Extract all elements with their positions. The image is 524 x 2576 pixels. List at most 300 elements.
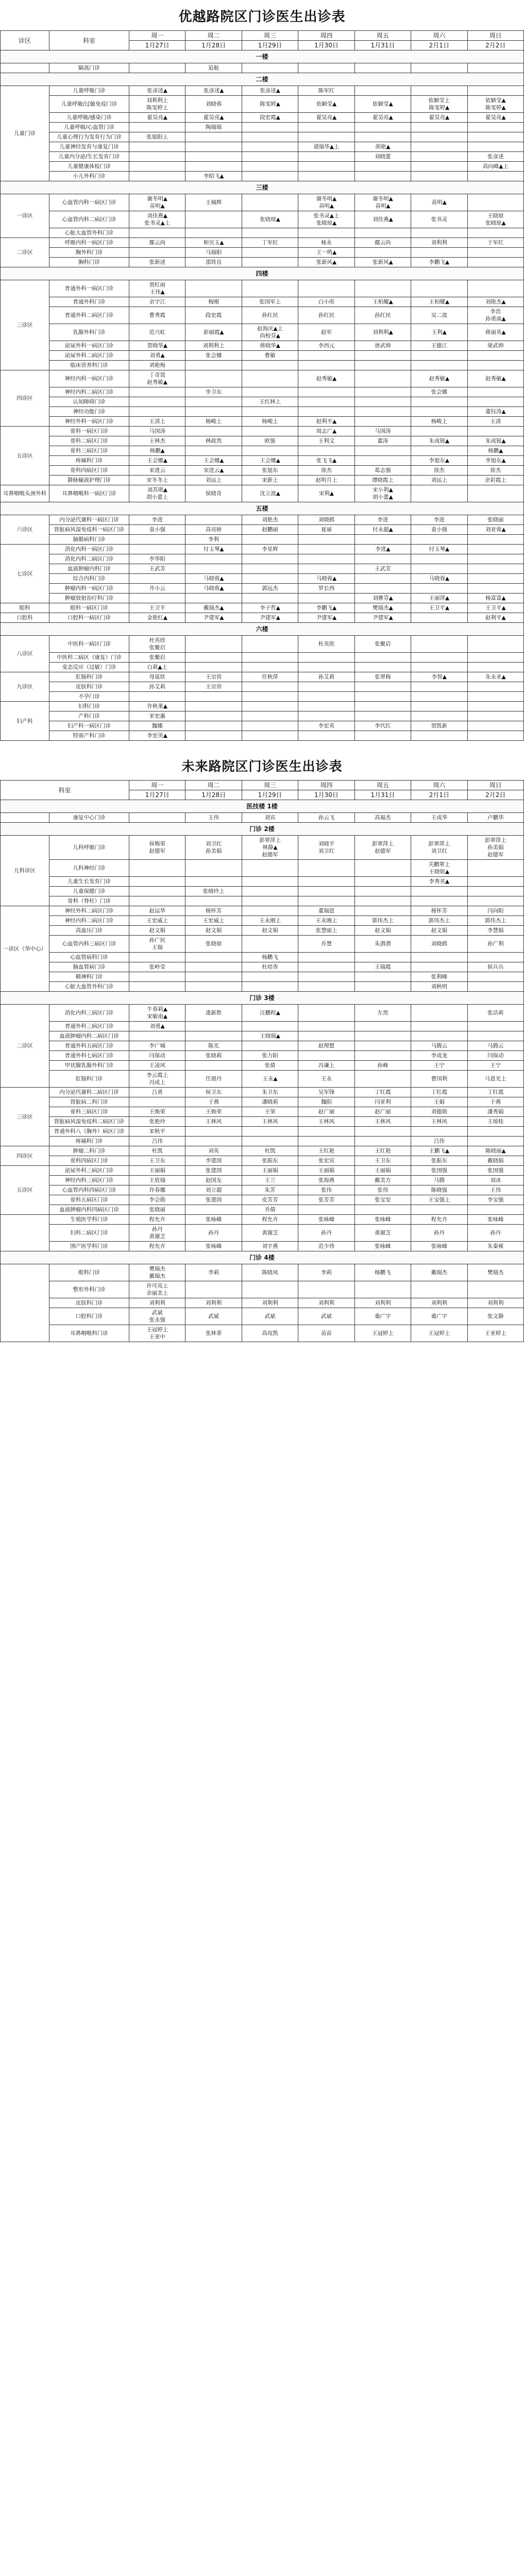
floor-row (1, 267, 524, 280)
doctor-cell (242, 906, 298, 916)
doctor-cell: 王宏威上 (129, 916, 185, 926)
clinic-name: 儿童内分泌/生长发育门诊 (49, 152, 129, 162)
doctor-cell (298, 663, 354, 672)
doctor-cell (298, 387, 354, 397)
doctor-cell: 张国强 (467, 1166, 523, 1176)
doctor-cell: 翟昊亮▲ (467, 113, 523, 123)
doctor-name: 王瑞 (151, 944, 163, 951)
doctor-name: 赵德军 (262, 852, 278, 858)
doctor-cell (242, 132, 298, 142)
doctor-name: 刘利利上 (146, 97, 168, 104)
doctor-cell: 程允卉 (411, 1215, 467, 1225)
clinic-name: 骨科四病区门诊 (49, 466, 129, 476)
doctor-cell (242, 1041, 298, 1051)
doctor-cell (129, 211, 185, 228)
doctor-cell: 董涛 (354, 436, 411, 446)
doctor-cell: 程允卉 (242, 1215, 298, 1225)
doctor-cell (298, 132, 354, 142)
doctor-cell: 刘德勋 (411, 1107, 467, 1117)
doctor-cell: 王焕荣 (129, 1107, 185, 1117)
doctor-cell (411, 172, 467, 181)
doctor-cell: 马国涛 (129, 427, 185, 436)
table-row (1, 162, 524, 172)
doctor-cell (354, 417, 411, 427)
doctor-cell: 朱成锐▲ (467, 436, 523, 446)
clinic-name: 心脏大血管外科门诊 (49, 982, 129, 992)
doctor-cell: 王林杰 (129, 436, 185, 446)
table-row (1, 535, 524, 545)
doctor-cell: 刘立超 (185, 1185, 242, 1195)
doctor-cell: 张力阳 (242, 1051, 298, 1061)
doctor-cell (354, 172, 411, 181)
doctor-cell: 尹建军▲ (185, 613, 242, 623)
doctor-cell: 唐武帅 (354, 341, 411, 351)
area-cell: 四诊区 (1, 1146, 49, 1166)
doctor-cell: 胡艳▲ (354, 142, 411, 152)
doctor-cell (354, 972, 411, 982)
doctor-cell: 赵文娟 (185, 926, 242, 936)
table-row (1, 515, 524, 525)
doctor-cell: 刘艳杰 (242, 515, 298, 525)
table-row (1, 1215, 524, 1225)
doctor-cell: 赵文娟 (242, 926, 298, 936)
doctor-cell (129, 280, 185, 297)
doctor-cell: 苗明▲ (411, 194, 467, 211)
doctor-cell (242, 63, 298, 73)
table-row (1, 545, 524, 554)
clinic-name: 骨科（脊柱）门诊 (49, 896, 129, 906)
doctor-cell (242, 636, 298, 653)
header-date: 2月1日 (411, 41, 467, 50)
doctor-cell: 许秋莱▲ (129, 702, 185, 711)
table-row (1, 1156, 524, 1166)
header-day: 周二 (185, 781, 242, 790)
doctor-cell (411, 162, 467, 172)
doctor-cell (467, 636, 523, 653)
doctor-cell (467, 721, 523, 731)
doctor-cell: 王伟 (185, 813, 242, 823)
doctor-cell (185, 877, 242, 887)
doctor-cell (298, 1205, 354, 1215)
doctor-cell (298, 1005, 354, 1022)
header-date: 1月30日 (298, 41, 354, 50)
doctor-cell (298, 711, 354, 721)
clinic-name: 肛肠科门诊 (49, 1071, 129, 1088)
doctor-cell (467, 896, 523, 906)
doctor-cell: 孙广利 (467, 936, 523, 953)
doctor-cell (242, 123, 298, 132)
doctor-cell (411, 142, 467, 152)
doctor-name: 赵秀敏▲ (147, 379, 167, 385)
doctor-cell (298, 1281, 354, 1298)
clinic-name: 肿瘤内科一病区门诊 (49, 584, 129, 594)
doctor-cell: 张晓莉 (185, 1051, 242, 1061)
doctor-cell: 李星辉 (242, 545, 298, 554)
doctor-cell: 张飞飞▲ (298, 456, 354, 466)
doctor-cell (467, 86, 523, 96)
doctor-cell (298, 1031, 354, 1041)
doctor-cell: 刘利利 (411, 238, 467, 248)
doctor-cell: 乔慧 (298, 936, 354, 953)
doctor-cell (298, 731, 354, 741)
clinic-name: 神经内科二病区门诊 (49, 916, 129, 926)
doctor-cell: 王娟 (411, 1097, 467, 1107)
doctor-cell: 张咏峰 (185, 1242, 242, 1251)
doctor-cell (411, 962, 467, 972)
doctor-cell (411, 351, 467, 361)
clinic-name: 儿童健康体检门诊 (49, 162, 129, 172)
doctor-cell (354, 896, 411, 906)
doctor-cell (298, 152, 354, 162)
doctor-cell: 王亚婷上 (467, 1325, 523, 1342)
clinic-name: 神经外科二病区门诊 (49, 906, 129, 916)
doctor-cell: 蒋晓华▲ (242, 341, 298, 351)
doctor-cell: 郭远杰 (242, 584, 298, 594)
doctor-cell (242, 324, 298, 341)
doctor-name: 刘卫红 (431, 848, 448, 854)
doctor-cell: 王丽娟 (354, 1166, 411, 1176)
area-cell: 二诊区 (1, 1005, 49, 1088)
doctor-cell (129, 877, 185, 887)
doctor-cell: 董瑞恩 (298, 906, 354, 916)
doctor-cell: 鄢云尚 (354, 238, 411, 248)
clinic-name: 围产医学科门诊 (49, 1242, 129, 1251)
doctor-name: 尚校芬▲ (260, 333, 280, 339)
doctor-cell (298, 280, 354, 297)
doctor-cell: 王柏耀▲ (411, 297, 467, 307)
doctor-cell: 赵文娟 (411, 926, 467, 936)
header-row-day (1, 781, 524, 790)
table-row (1, 1166, 524, 1176)
doctor-name: 张书灵▲上 (144, 220, 171, 226)
doctor-cell (354, 731, 411, 741)
clinic-name: 呼吸内科一病区门诊 (49, 238, 129, 248)
table-row (1, 258, 524, 267)
doctor-cell: 张建国 (185, 1195, 242, 1205)
doctor-cell: 任秋萍 (242, 672, 298, 682)
doctor-cell (298, 361, 354, 370)
header-day: 周日 (467, 31, 523, 41)
doctor-cell (129, 545, 185, 554)
doctor-cell (242, 896, 298, 906)
table-row (1, 813, 524, 823)
doctor-cell: 刘利利 (298, 1298, 354, 1308)
doctor-cell (185, 132, 242, 142)
floor-row (1, 502, 524, 515)
doctor-cell (411, 1205, 467, 1215)
doctor-cell: 樊瑞杰▲ (354, 603, 411, 613)
doctor-cell (242, 972, 298, 982)
doctor-cell (467, 887, 523, 896)
doctor-cell: 李子哲▲ (242, 603, 298, 613)
doctor-cell: 袁小强 (411, 525, 467, 535)
doctor-cell (354, 1137, 411, 1146)
doctor-cell: 李卫东 (185, 387, 242, 397)
doctor-cell: 张洁莉 (467, 1005, 523, 1022)
doctor-cell (298, 887, 354, 896)
doctor-cell (185, 228, 242, 238)
doctor-cell: 张彦述▲ (185, 86, 242, 96)
doctor-name: 侯梅荣 (149, 841, 165, 847)
table-row (1, 731, 524, 741)
doctor-cell: 李成龙 (411, 1051, 467, 1061)
header-date: 1月31日 (354, 790, 411, 800)
doctor-cell: 王会娜▲ (129, 456, 185, 466)
doctor-cell (298, 982, 354, 992)
doctor-cell: 陶瑞瑞 (185, 123, 242, 132)
doctor-cell: 葛志强 (354, 466, 411, 476)
clinic-name: 口腔科一病区门诊 (49, 613, 129, 623)
doctor-cell: 宋秋平 (129, 1127, 185, 1137)
table-row (1, 1146, 524, 1156)
doctor-cell (298, 1051, 354, 1061)
clinic-name: 儿童心理行为发育行为门诊 (49, 132, 129, 142)
doctor-name: 彭翠萍上 (428, 841, 450, 847)
table-row (1, 1041, 524, 1051)
doctor-cell (467, 545, 523, 554)
floor-row (1, 992, 524, 1005)
doctor-cell (467, 1281, 523, 1298)
doctor-cell (354, 351, 411, 361)
doctor-cell: 马国涛 (354, 427, 411, 436)
clinic-name: 泌尿外科三病区门诊 (49, 1166, 129, 1176)
doctor-cell (411, 535, 467, 545)
doctor-cell (242, 142, 298, 152)
doctor-cell (467, 248, 523, 258)
doctor-cell: 李宏英▲ (129, 731, 185, 741)
doctor-cell (298, 653, 354, 663)
table-row (1, 982, 524, 992)
doctor-cell (185, 1031, 242, 1041)
table-row (1, 1061, 524, 1071)
doctor-name: 杜英欣 (149, 637, 165, 643)
clinic-name: 临床营养科门诊 (49, 361, 129, 370)
doctor-cell: 王利文 (298, 436, 354, 446)
schedule-weilai (0, 750, 524, 1342)
doctor-cell (298, 594, 354, 603)
doctor-cell: 赵理想 (298, 1041, 354, 1051)
doctor-cell: 王冠婷上 (411, 1325, 467, 1342)
doctor-cell: 杨鹏▲ (129, 446, 185, 456)
doctor-cell: 王卫平▲ (467, 603, 523, 613)
doctor-cell: 任朋丹 (185, 1071, 242, 1088)
doctor-cell: 皮芳芳 (242, 1195, 298, 1205)
doctor-cell (467, 1022, 523, 1031)
doctor-cell (467, 194, 523, 211)
table-row (1, 916, 524, 926)
floor-label: 一楼 (1, 50, 524, 63)
doctor-cell: 邵铁良 (185, 258, 242, 267)
doctor-cell (411, 152, 467, 162)
doctor-name: 依颖莹▲ (485, 97, 506, 104)
clinic-name: 消化内科三病区门诊 (49, 1005, 129, 1022)
doctor-cell (242, 936, 298, 953)
doctor-cell (298, 407, 354, 417)
doctor-cell (467, 574, 523, 584)
header-day: 周一 (129, 781, 185, 790)
doctor-cell: 张咏峰 (298, 1215, 354, 1225)
doctor-cell: 刘冰 (467, 1176, 523, 1185)
doctor-cell (242, 554, 298, 564)
doctor-cell (185, 361, 242, 370)
doctor-cell: 宋宏惠 (129, 711, 185, 721)
doctor-cell (298, 877, 354, 887)
header-date: 1月27日 (129, 790, 185, 800)
clinic-name: 心血管病科门诊 (49, 953, 129, 962)
doctor-cell (242, 594, 298, 603)
doctor-cell (185, 427, 242, 436)
clinic-name: 口腔科门诊 (49, 1308, 129, 1325)
header-day: 周三 (242, 781, 298, 790)
area-cell (1, 63, 49, 73)
doctor-cell: 张岭莹 (129, 962, 185, 972)
clinic-name: 妇科二病区门诊 (49, 1225, 129, 1242)
doctor-cell (298, 702, 354, 711)
doctor-cell: 宋冬冬上 (129, 476, 185, 485)
doctor-cell (242, 162, 298, 172)
doctor-cell (129, 228, 185, 238)
table-row (1, 63, 524, 73)
clinic-name: 儿童神经发育与康复门诊 (49, 142, 129, 152)
doctor-cell (185, 982, 242, 992)
doctor-cell: 王武芳 (354, 564, 411, 574)
doctor-cell (129, 387, 185, 397)
doctor-cell (354, 1051, 411, 1061)
doctor-cell: 曹国利 (411, 1071, 467, 1088)
doctor-cell: 彭丽霞▲ (185, 324, 242, 341)
doctor-cell: 张翠梅 (354, 672, 411, 682)
doctor-cell: 桑广宇 (354, 1308, 411, 1325)
doctor-cell: 左黑 (354, 1005, 411, 1022)
doctor-cell: 戴瑞杰▲ (185, 603, 242, 613)
doctor-cell: 张新述 (129, 258, 185, 267)
doctor-cell: 母延欣 (129, 672, 185, 682)
table-row (1, 417, 524, 427)
doctor-name: 李浩 (490, 309, 501, 315)
area-cell: 儿科诊区 (1, 836, 49, 906)
doctor-cell (298, 545, 354, 554)
doctor-cell: 张旭阳上 (129, 132, 185, 142)
doctor-cell: 马恩光上 (467, 1071, 523, 1088)
doctor-cell (129, 370, 185, 387)
doctor-cell: 李旭东▲ (467, 456, 523, 466)
doctor-cell: 李智▲ (411, 672, 467, 682)
table-row (1, 1308, 524, 1325)
doctor-cell: 翟昊亮▲ (354, 113, 411, 123)
area-cell: 四诊区 (1, 370, 49, 427)
doctor-cell: 樊瑞杰 (467, 1264, 523, 1281)
clinic-name: 中医科二病区（康复）门诊 (49, 653, 129, 663)
table-row (1, 1117, 524, 1127)
table-row (1, 972, 524, 982)
doctor-cell: 王红艳 (354, 1146, 411, 1156)
clinic-name: 妇科门诊 (49, 702, 129, 711)
doctor-cell (242, 731, 298, 741)
doctor-cell: 付玉琴▲ (185, 545, 242, 554)
doctor-cell: 丁红霞 (467, 1088, 523, 1097)
doctor-name: 刘卫红 (205, 841, 222, 847)
doctor-cell (298, 554, 354, 564)
doctor-cell: 于军红 (467, 238, 523, 248)
doctor-cell (354, 906, 411, 916)
doctor-cell (354, 485, 411, 502)
clinic-name: 产科门诊 (49, 711, 129, 721)
floor-label: 门诊 3楼 (1, 992, 524, 1005)
doctor-name: 刘苏琪▲ (147, 487, 167, 493)
doctor-cell (185, 1137, 242, 1146)
doctor-cell (411, 896, 467, 906)
doctor-cell: 王宁 (411, 1061, 467, 1071)
area-cell: 口腔科 (1, 613, 49, 623)
clinic-name: 骨科三病区门诊 (49, 446, 129, 456)
doctor-cell: 王清上 (129, 417, 185, 427)
doctor-cell (411, 554, 467, 564)
doctor-cell: 王宝强上 (411, 1195, 467, 1205)
doctor-cell: 刘晓鸥 (411, 936, 467, 953)
clinic-name: 血液肿瘤内科门诊 (49, 564, 129, 574)
doctor-cell: 尹建军▲ (354, 613, 411, 623)
doctor-cell: 翟昊亮▲ (185, 113, 242, 123)
doctor-cell (242, 370, 298, 387)
doctor-name: 依颖莹上 (428, 97, 450, 104)
schedule-youyue (0, 0, 524, 741)
doctor-cell: 刘宾 (242, 813, 298, 823)
table-row (1, 1137, 524, 1146)
doctor-cell: 张振东 (411, 1156, 467, 1166)
doctor-cell: 张彦述▲ (242, 86, 298, 96)
doctor-cell: 王会娜▲ (242, 456, 298, 466)
doctor-cell: 王林风 (354, 1117, 411, 1127)
doctor-cell: 白莉▲上 (129, 663, 185, 672)
table-row (1, 238, 524, 248)
clinic-name: 普通外科门诊 (49, 297, 129, 307)
doctor-cell: 宋利▲ (298, 485, 354, 502)
doctor-cell: 魏阳 (298, 1097, 354, 1107)
doctor-cell: 尹建军▲ (298, 613, 354, 623)
doctor-cell: 于燕 (185, 1097, 242, 1107)
table-row (1, 584, 524, 594)
doctor-cell (411, 860, 467, 877)
doctor-cell: 孙艾莉 (129, 682, 185, 692)
clinic-name: 内分泌代谢科一病区门诊 (49, 515, 129, 525)
clinic-name: 骨科三病区门诊 (49, 1107, 129, 1117)
clinic-name: 普通外科七病区门诊 (49, 1051, 129, 1061)
table-row (1, 1097, 524, 1107)
doctor-cell: 袁小强 (129, 525, 185, 535)
doctor-cell: 李利 (185, 535, 242, 545)
doctor-cell: 刘亚蓉▲ (467, 525, 523, 535)
doctor-cell: 杨永 (298, 238, 354, 248)
doctor-cell: 刘晓蓉 (185, 96, 242, 113)
clinic-name: 儿童呼吸/心血管门诊 (49, 123, 129, 132)
clinic-name: 胸科门诊 (49, 258, 129, 267)
table-row (1, 370, 524, 387)
doctor-cell (242, 574, 298, 584)
area-cell: 五诊区 (1, 1166, 49, 1215)
doctor-cell: 张聚启 (129, 653, 185, 663)
clinic-name: 认知障碍门诊 (49, 397, 129, 407)
doctor-name: 林静▲ (262, 844, 278, 851)
doctor-cell: 乔倩 (242, 1205, 298, 1215)
doctor-cell (467, 485, 523, 502)
clinic-name: 眼科门诊 (49, 1264, 129, 1281)
doctor-cell: 杨峻上 (185, 417, 242, 427)
doctor-cell (467, 307, 523, 324)
doctor-cell: 刘利利上 (185, 341, 242, 351)
clinic-name: 静脉输液护理门诊 (49, 476, 129, 485)
doctor-cell (185, 972, 242, 982)
doctor-name: 张永强 (149, 1317, 165, 1323)
